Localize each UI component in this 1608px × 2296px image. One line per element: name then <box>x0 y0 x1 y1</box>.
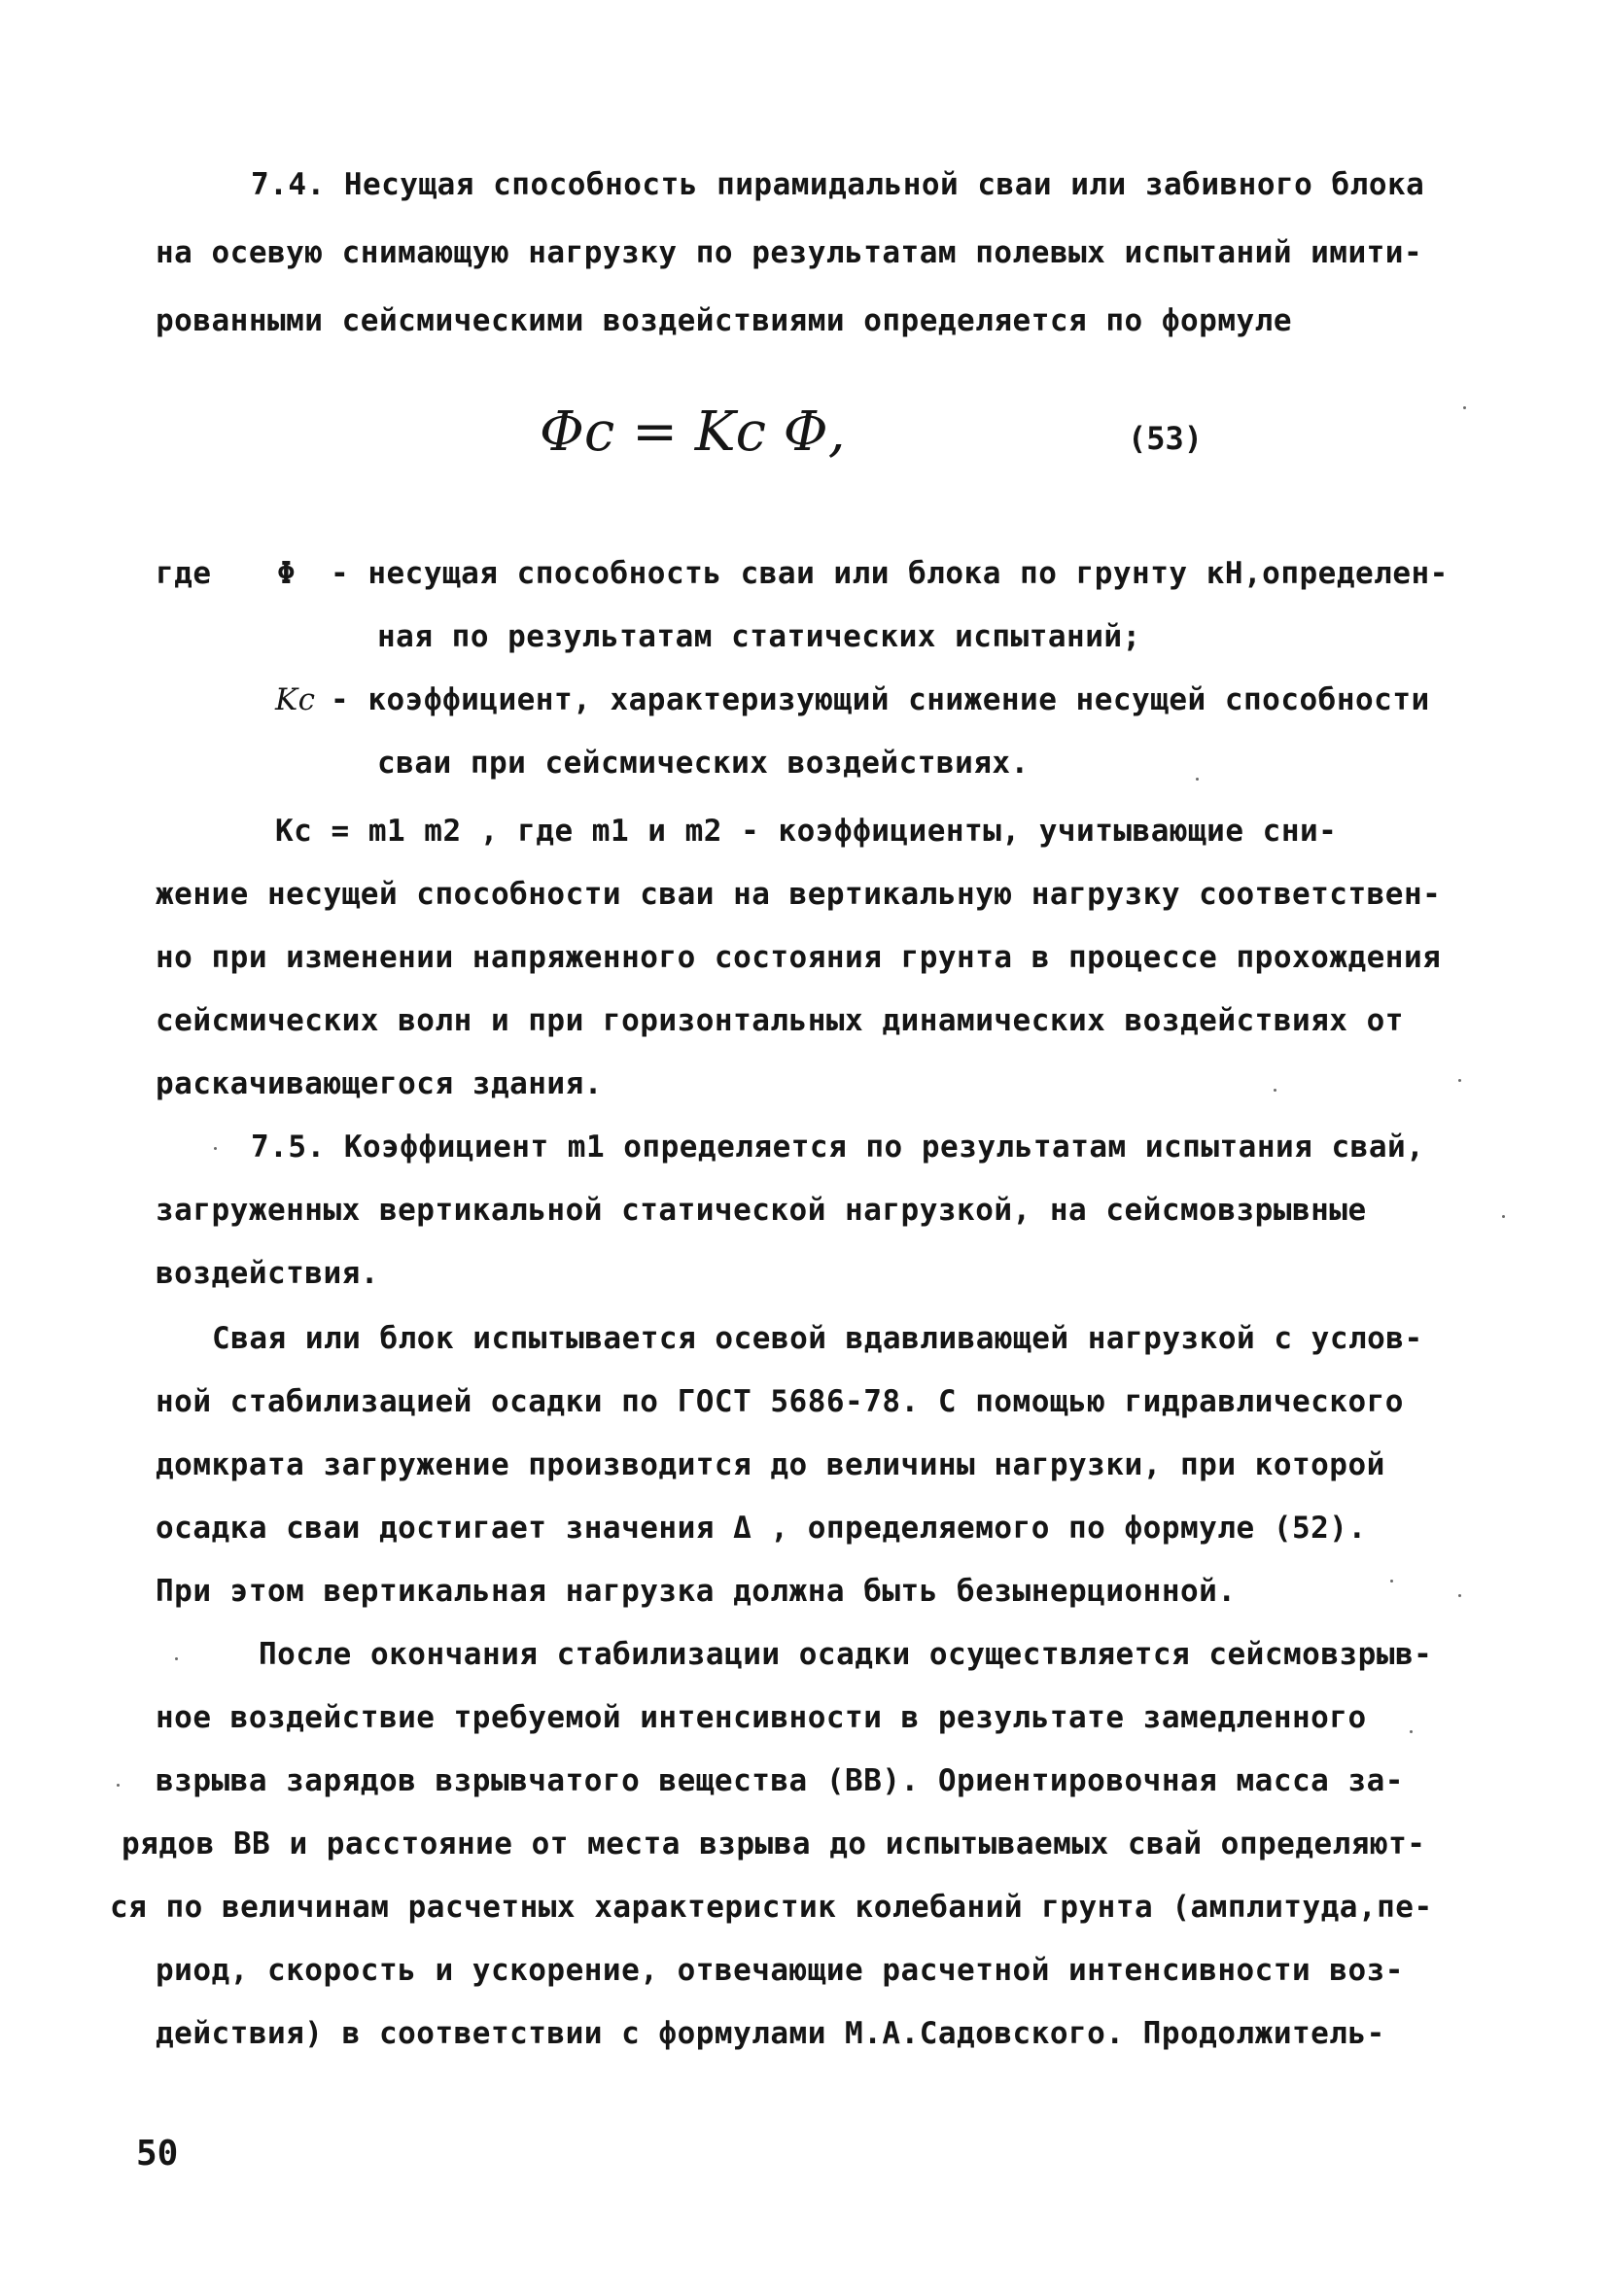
section-7-5-line-1: 7.5. Коэффициент m1 определяется по результатам испытания свай, <box>251 1130 1425 1165</box>
scan-speck <box>1502 1215 1505 1218</box>
kc-definition-line-2: сваи при сейсмических воздействиях. <box>377 746 1030 781</box>
test-para-line-3: домкрата загружение производится до величины нагрузки, при которой <box>156 1447 1385 1482</box>
scan-speck <box>1410 1730 1413 1733</box>
scan-speck <box>214 1147 217 1150</box>
page-number: 50 <box>136 2134 179 2174</box>
section-7-4-line-2: на осевую снимающую нагрузку по результатам полевых испытаний имити- <box>156 235 1423 270</box>
kc-def-line-1: Kc = m1 m2 , где m1 и m2 - коэффициенты, учитывающие сни- <box>275 814 1338 849</box>
section-7-4-line-3: рованными сейсмическими воздействиями определяется по формуле <box>156 303 1292 338</box>
section-7-5-line-3: воздействия. <box>156 1256 379 1291</box>
test-para-line-4: осадка сваи достигает значения Δ , определяемого по формуле (52). <box>156 1511 1367 1546</box>
scan-speck <box>1463 406 1466 409</box>
scan-speck <box>1458 1594 1461 1597</box>
kc-def-line-3: но при изменении напряженного состояния грунта в процессе прохождения <box>156 940 1442 975</box>
kc-def-line-5: раскачивающегося здания. <box>156 1066 603 1101</box>
phi-definition-line-1: - несущая способность сваи или блока по грунту кН,определен- <box>331 556 1449 591</box>
test-para-line-2: ной стабилизацией осадки по ГОСТ 5686-78. С помощью гидравлического <box>156 1384 1404 1419</box>
after-para-line-6: риод, скорость и ускорение, отвечающие расчетной интенсивности воз- <box>156 1953 1404 1988</box>
after-para-line-1: После окончания стабилизации осадки осуществляется сейсмовзрыв- <box>259 1637 1433 1672</box>
phi-symbol: Φ <box>277 556 297 591</box>
kc-symbol: Kc <box>275 682 316 717</box>
test-para-line-1: Свая или блок испытывается осевой вдавливающей нагрузкой с услов- <box>212 1321 1423 1356</box>
section-7-5-line-2: загруженных вертикальной статической нагрузкой, на сейсмовзрывные <box>156 1193 1367 1228</box>
test-para-line-5: При этом вертикальная нагрузка должна быть безынерционной. <box>156 1574 1237 1609</box>
kc-def-line-4: сейсмических волн и при горизонтальных динамических воздействиях от <box>156 1003 1404 1038</box>
scan-speck <box>1274 1089 1276 1092</box>
scan-speck <box>117 1784 120 1787</box>
after-para-line-3: взрыва зарядов взрывчатого вещества (ВВ). Ориентировочная масса за- <box>156 1763 1404 1798</box>
after-para-line-5: ся по величинам расчетных характеристик колебаний грунта (амплитуда,пе- <box>110 1890 1433 1925</box>
phi-definition-line-2: ная по результатам статических испытаний; <box>377 619 1141 654</box>
formula-number: (53) <box>1128 420 1204 457</box>
formula-53: Φc = Kc Φ, <box>540 400 846 464</box>
after-para-line-4: рядов ВВ и расстояние от места взрыва до испытываемых свай определяют- <box>122 1826 1426 1861</box>
scan-speck <box>1196 778 1199 781</box>
kc-definition-line-1: - коэффициент, характеризующий снижение несущей способности <box>331 682 1430 717</box>
scan-speck <box>1458 1079 1461 1082</box>
after-para-line-2: ное воздействие требуемой интенсивности в результате замедленного <box>156 1700 1367 1735</box>
where-label: где <box>156 556 212 591</box>
after-para-line-7: действия) в соответствии с формулами М.А.Садовского. Продолжитель- <box>156 2016 1385 2051</box>
kc-def-line-2: жение несущей способности сваи на вертикальную нагрузку соответствен- <box>156 877 1442 912</box>
scan-speck <box>175 1657 178 1660</box>
section-7-4-line-1: 7.4. Несущая способность пирамидальной сваи или забивного блока <box>251 167 1425 202</box>
scan-speck <box>1390 1580 1393 1583</box>
